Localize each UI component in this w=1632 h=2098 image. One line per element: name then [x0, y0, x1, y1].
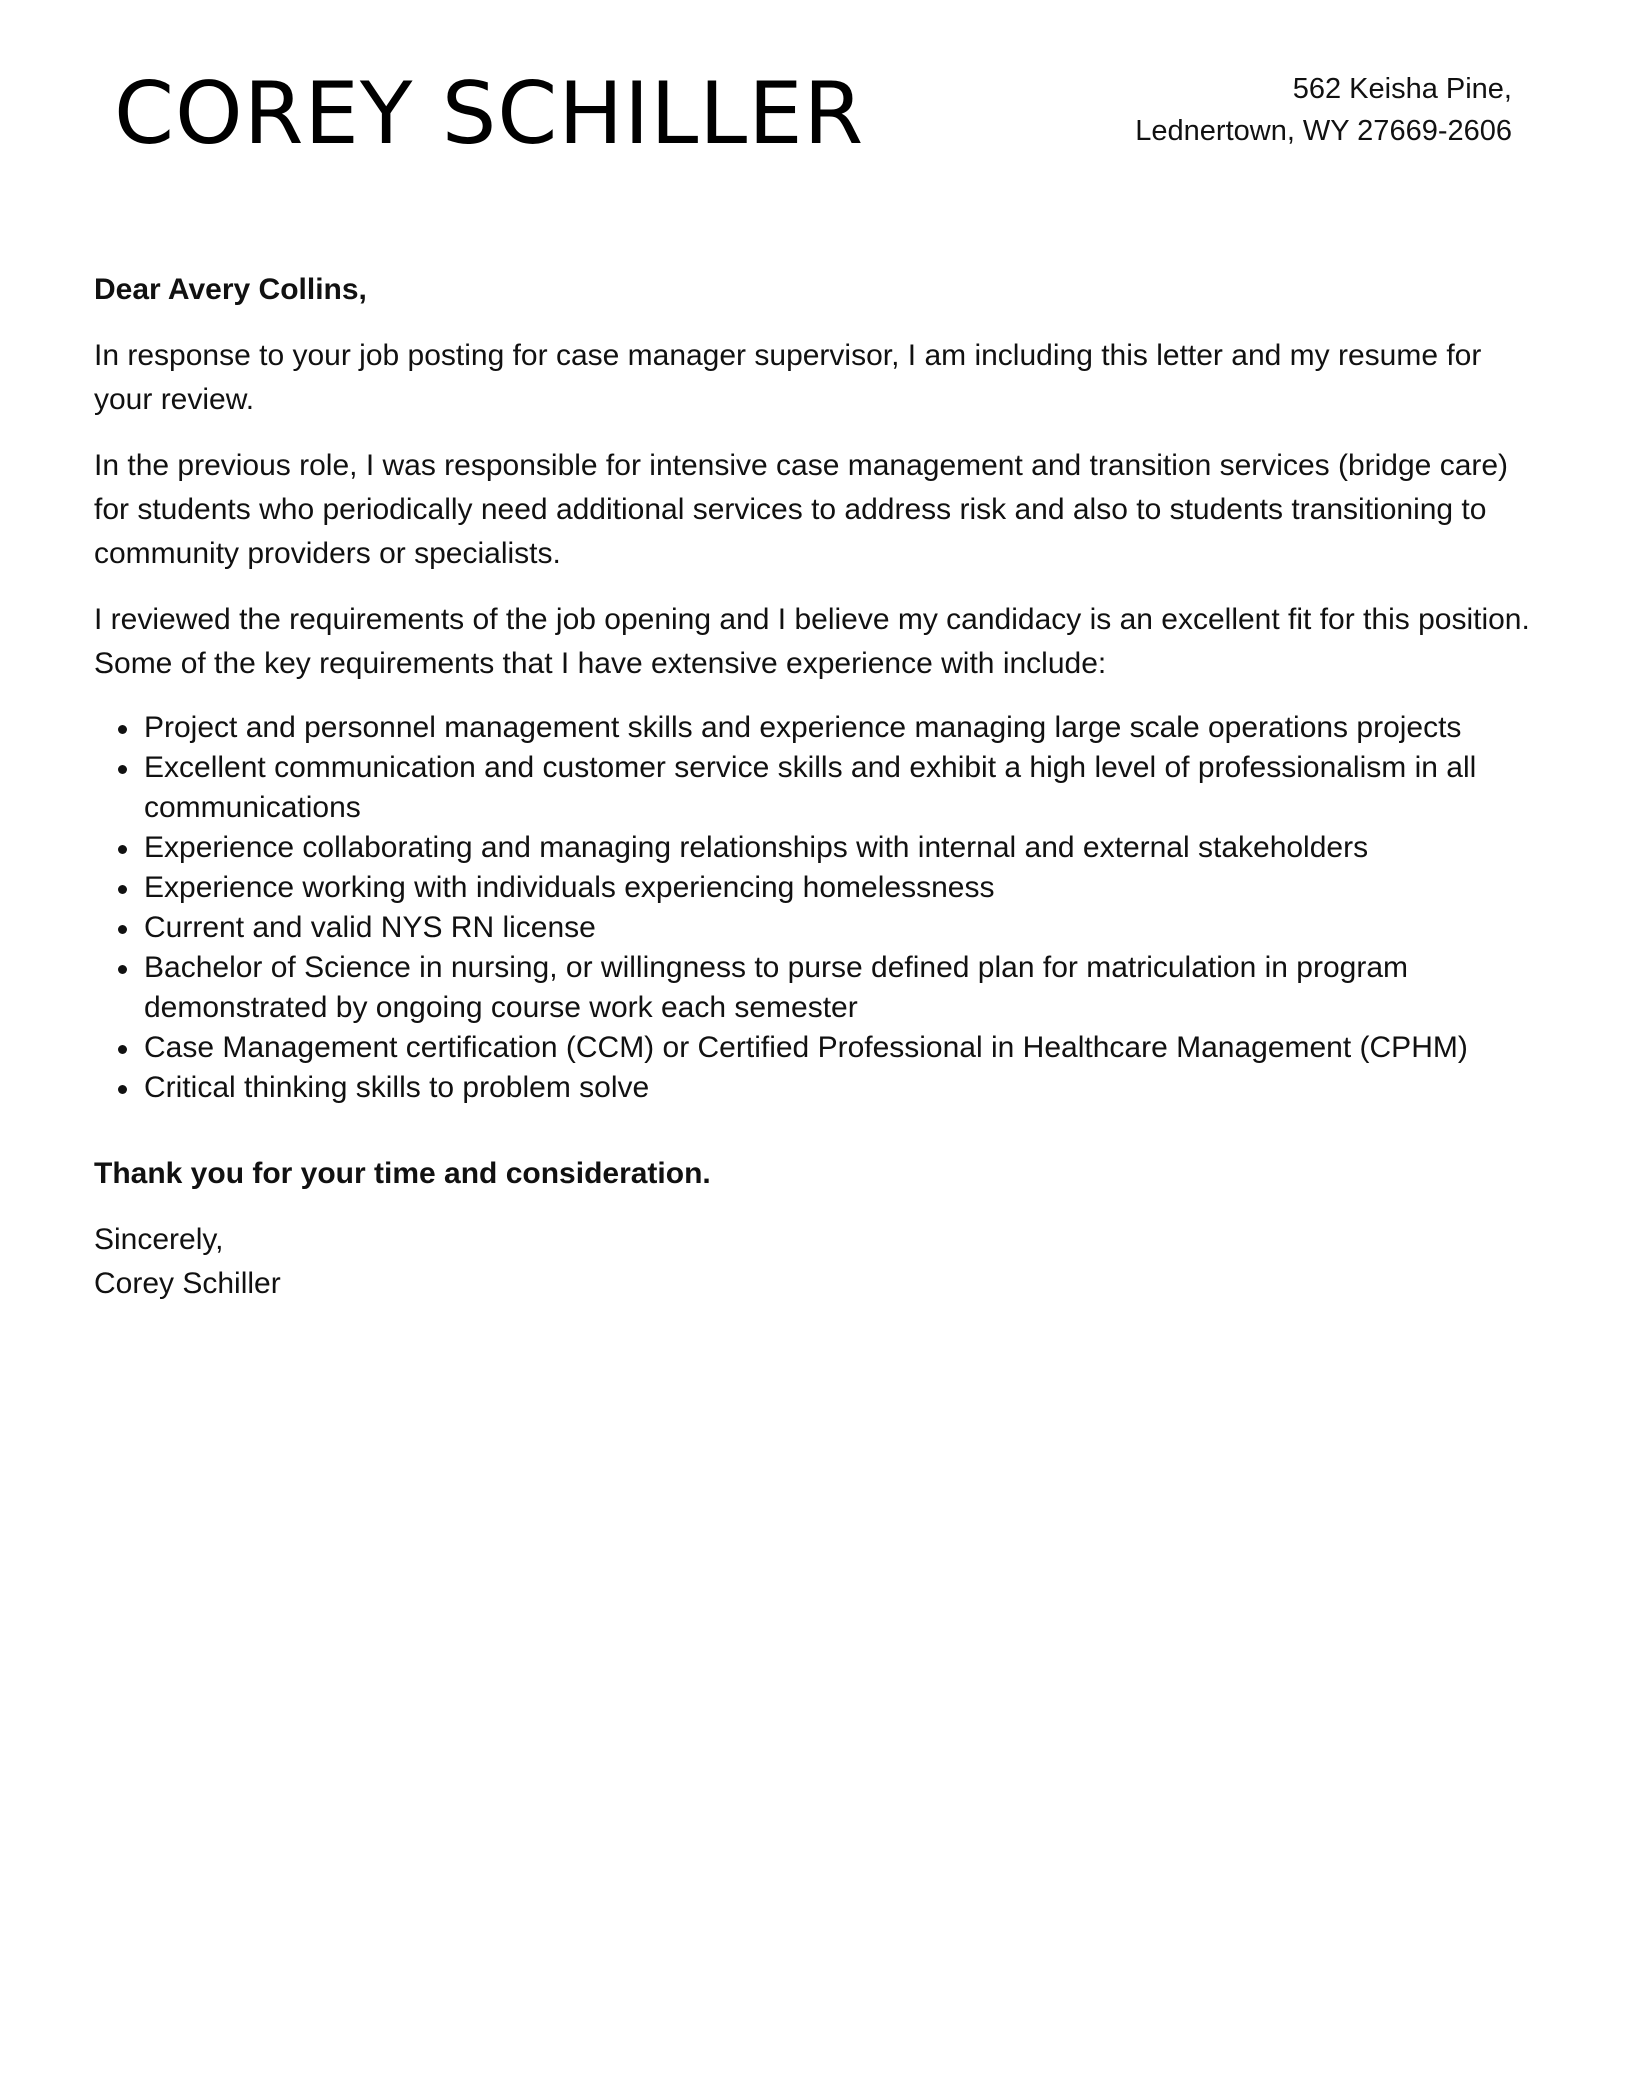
signoff: Sincerely, — [94, 1223, 224, 1256]
paragraph-previous-role: In the previous role, I was responsible for intensive case management and transition services (bridge care) for students who periodically need additional services to address risk and also to students transitioning to community providers or specialists. — [94, 449, 1509, 570]
list-item: Experience working with individuals experiencing homelessness — [144, 868, 1544, 908]
list-item: Project and personnel management skills and experience managing large scale operations projects — [144, 708, 1544, 748]
list-item: Critical thinking skills to problem solve — [144, 1068, 1544, 1108]
list-item: Excellent communication and customer service skills and exhibit a high level of professionalism in all communications — [144, 748, 1544, 828]
salutation: Dear Avery Collins, — [94, 273, 367, 306]
address-line-2: Lednertown, WY 27669-2606 — [1135, 115, 1512, 147]
requirements-list — [94, 708, 1544, 1108]
list-item: Experience collaborating and managing relationships with internal and external stakeholders — [144, 828, 1544, 868]
paragraph-intro: In response to your job posting for case manager supervisor, I am including this letter and my resume for your review. — [94, 339, 1482, 416]
closing-line: Thank you for your time and consideration. — [94, 1157, 711, 1190]
list-item: Bachelor of Science in nursing, or willingness to purse defined plan for matriculation in program demonstrated by ongoing course work each semester — [144, 948, 1544, 1028]
signature-name: Corey Schiller — [94, 1267, 281, 1300]
letter-body — [94, 268, 1544, 1306]
paragraph-requirements-intro: I reviewed the requirements of the job opening and I believe my candidacy is an excellent fit for this position. Some of the key requirements that I have extensive experience with include: — [94, 603, 1530, 680]
applicant-address — [1135, 68, 1512, 152]
applicant-name: COREY SCHILLER — [114, 64, 865, 164]
address-line-1: 562 Keisha Pine, — [1292, 73, 1512, 105]
list-item: Case Management certification (CCM) or Certified Professional in Healthcare Management (CPHM) — [144, 1028, 1544, 1068]
list-item: Current and valid NYS RN license — [144, 908, 1544, 948]
